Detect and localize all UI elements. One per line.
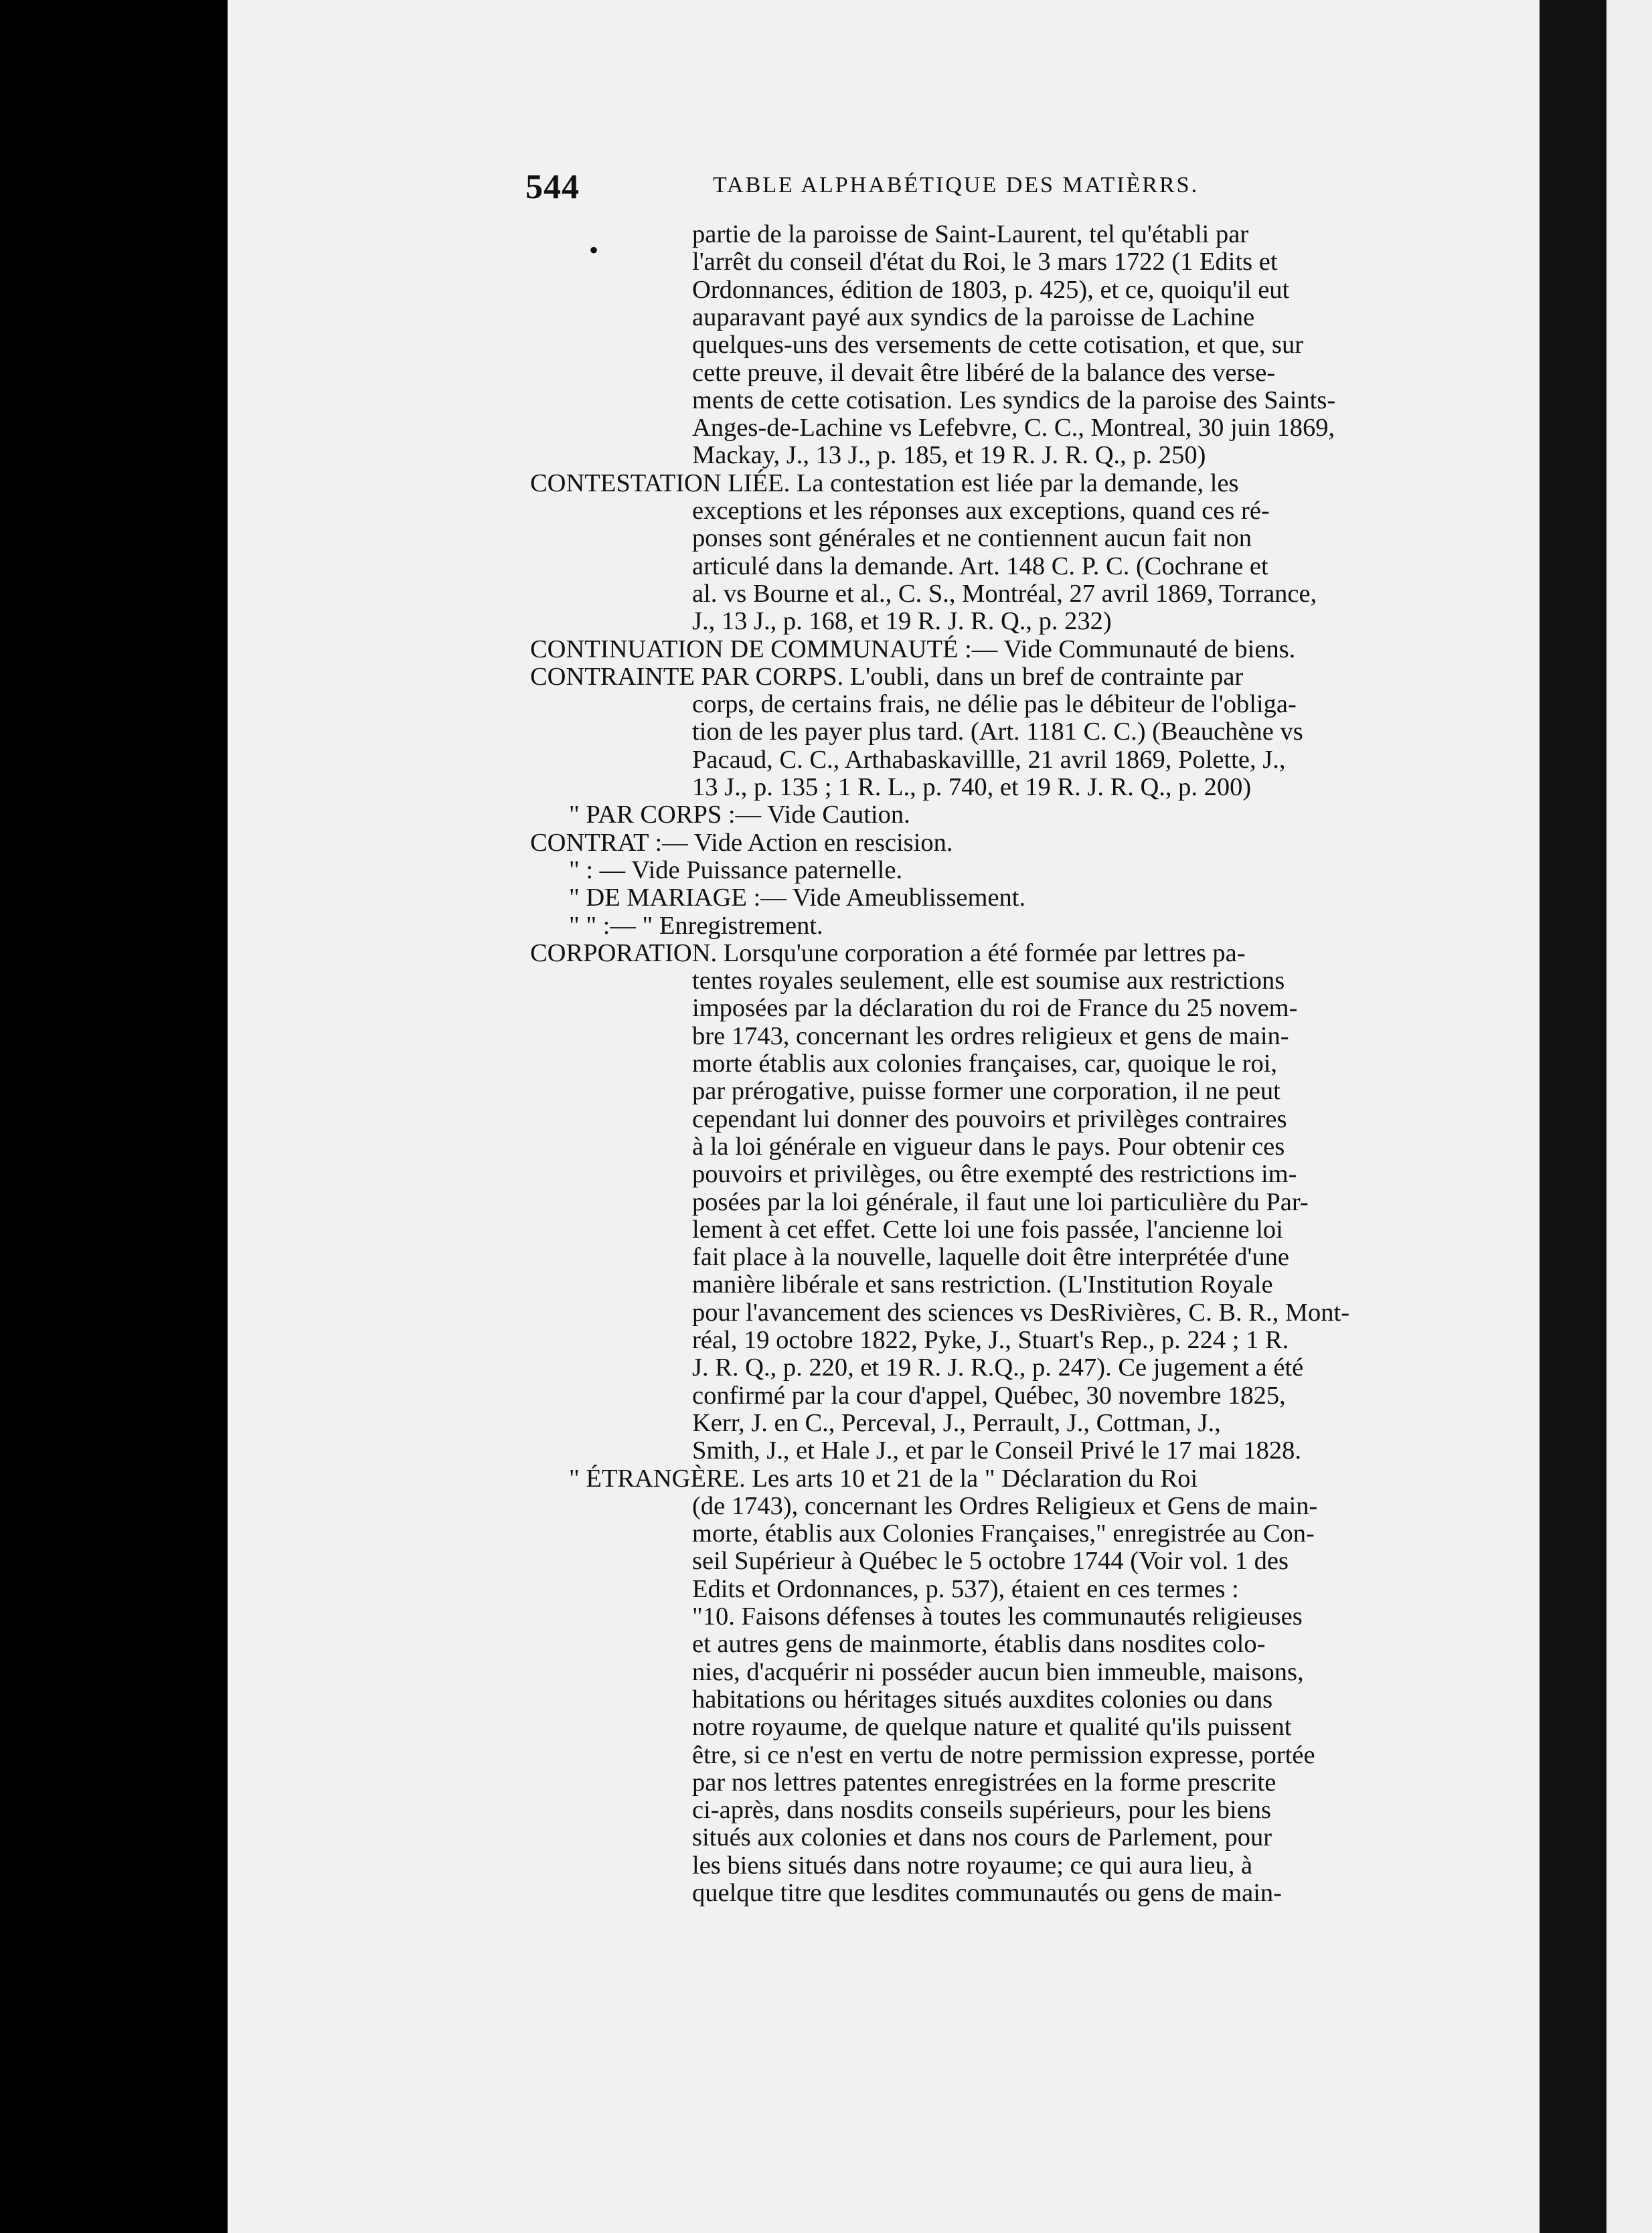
- entry-line: J. R. Q., p. 220, et 19 R. J. R.Q., p. 247). Ce jugement a été: [692, 1353, 1304, 1382]
- entry-heading-line: CONTRAINTE PAR CORPS. L'oubli, dans un bref de contrainte par: [530, 662, 1244, 691]
- entry-line: articulé dans la demande. Art. 148 C. P. C. (Cochrane et: [692, 552, 1268, 580]
- entry-line: situés aux colonies et dans nos cours de Parlement, pour: [692, 1823, 1272, 1852]
- entry-line: pouvoirs et privilèges, ou être exempté des restrictions im-: [692, 1160, 1297, 1189]
- entry-line: Anges-de-Lachine vs Lefebvre, C. C., Montreal, 30 juin 1869,: [692, 414, 1335, 442]
- entry-line: Ordonnances, édition de 1803, p. 425), et ce, quoiqu'il eut: [692, 275, 1290, 304]
- entry-line: et autres gens de mainmorte, établis dans nosdites colo-: [692, 1630, 1266, 1659]
- entry-line: 13 J., p. 135 ; 1 R. L., p. 740, et 19 R. J. R. Q., p. 200): [692, 773, 1252, 801]
- entry-line: J., 13 J., p. 168, et 19 R. J. R. Q., p. 232): [692, 607, 1112, 636]
- entry-line: cette preuve, il devait être libéré de la balance des verse-: [692, 358, 1276, 387]
- entry-line: posées par la loi générale, il faut une loi particulière du Par-: [692, 1187, 1309, 1216]
- entry-line: à la loi générale en vigueur dans le pays. Pour obtenir ces: [692, 1132, 1285, 1161]
- document-page: [228, 0, 1540, 2233]
- page-header: [525, 167, 1516, 214]
- entry-line: imposées par la déclaration du roi de France du 25 novem-: [692, 994, 1298, 1023]
- entry-line: ci-après, dans nosdits conseils supérieurs, pour les biens: [692, 1796, 1272, 1825]
- running-title: TABLE ALPHABÉTIQUE DES MATIÈRRS.: [713, 173, 1200, 197]
- entry-line: notre royaume, de quelque nature et qualité qu'ils puissent: [692, 1713, 1292, 1742]
- entry-line: bre 1743, concernant les ordres religieux et gens de main-: [692, 1021, 1289, 1050]
- entry-line: par nos lettres patentes enregistrées en la forme prescrite: [692, 1768, 1276, 1797]
- entry-line: exceptions et les réponses aux exceptions, quand ces ré-: [692, 497, 1270, 525]
- entry-line: réal, 19 octobre 1822, Pyke, J., Stuart's Rep., p. 224 ; 1 R.: [692, 1326, 1289, 1354]
- entry-line: " ÉTRANGÈRE. Les arts 10 et 21 de la " Déclaration du Roi: [569, 1464, 1198, 1493]
- entry-line: nies, d'acquérir ni posséder aucun bien immeuble, maisons,: [692, 1657, 1304, 1686]
- entry-line: ments de cette cotisation. Les syndics de la paroise des Saints-: [692, 386, 1336, 414]
- entry-heading-line: CONTESTATION LIÉE. La contestation est liée par la demande, les: [530, 469, 1239, 497]
- entry-line: "10. Faisons défenses à toutes les communautés religieuses: [692, 1602, 1303, 1631]
- entry-line: Mackay, J., 13 J., p. 185, et 19 R. J. R. Q., p. 250): [692, 441, 1206, 470]
- entry-heading-line: CONTRAT :— Vide Action en rescision.: [530, 828, 953, 857]
- entry-line: confirmé par la cour d'appel, Québec, 30 novembre 1825,: [692, 1381, 1286, 1410]
- entry-line: pour l'avancement des sciences vs DesRivières, C. B. R., Mont-: [692, 1298, 1350, 1327]
- entry-line: morte établis aux colonies françaises, car, quoique le roi,: [692, 1050, 1278, 1078]
- entry-line: quelque titre que lesdites communautés ou gens de main-: [692, 1879, 1282, 1907]
- left-scan-margin: [0, 0, 228, 2233]
- entry-line: l'arrêt du conseil d'état du Roi, le 3 mars 1722 (1 Edits et: [692, 248, 1278, 276]
- entry-line: al. vs Bourne et al., C. S., Montréal, 27 avril 1869, Torrance,: [692, 579, 1317, 608]
- entry-line: habitations ou héritages situés auxdites colonies ou dans: [692, 1685, 1273, 1714]
- entry-line: " DE MARIAGE :— Vide Ameublissement.: [569, 884, 1026, 912]
- entry-line: corps, de certains frais, ne délie pas le débiteur de l'obliga-: [692, 690, 1297, 719]
- entry-heading-line: CONTINUATION DE COMMUNAUTÉ :— Vide Communauté de biens.: [530, 635, 1296, 663]
- entry-line: fait place à la nouvelle, laquelle doit être interprétée d'une: [692, 1243, 1290, 1272]
- entry-line: Edits et Ordonnances, p. 537), étaient en ces termes :: [692, 1574, 1239, 1603]
- entry-line: tentes royales seulement, elle est soumise aux restrictions: [692, 967, 1285, 995]
- entry-line: seil Supérieur à Québec le 5 octobre 1744 (Voir vol. 1 des: [692, 1547, 1289, 1576]
- entry-line: auparavant payé aux syndics de la paroisse de Lachine: [692, 303, 1255, 331]
- entry-line: (de 1743), concernant les Ordres Religieux et Gens de main-: [692, 1491, 1318, 1520]
- next-page-edge: [1606, 0, 1652, 2233]
- entry-line: lement à cet effet. Cette loi une fois passée, l'ancienne loi: [692, 1215, 1283, 1244]
- page-number: 544: [525, 168, 580, 206]
- entry-line: Smith, J., et Hale J., et par le Conseil Privé le 17 mai 1828.: [692, 1436, 1301, 1465]
- entry-line: Kerr, J. en C., Perceval, J., Perrault, J., Cottman, J.,: [692, 1408, 1221, 1437]
- entry-line: " : — Vide Puissance paternelle.: [569, 855, 903, 884]
- entry-line: ponses sont générales et ne contiennent aucun fait non: [692, 524, 1252, 553]
- entry-line: Pacaud, C. C., Arthabaskavillle, 21 avril 1869, Polette, J.,: [692, 745, 1286, 774]
- entry-line: les biens situés dans notre royaume; ce qui aura lieu, à: [692, 1851, 1253, 1880]
- entry-heading-line: CORPORATION. Lorsqu'une corporation a été formée par lettres pa-: [530, 938, 1246, 967]
- entry-line: manière libérale et sans restriction. (L'Institution Royale: [692, 1270, 1273, 1299]
- entry-line: " " :— " Enregistrement.: [569, 911, 823, 940]
- entry-line: être, si ce n'est en vertu de notre permission expresse, portée: [692, 1740, 1315, 1769]
- entry-line: quelques-uns des versements de cette cotisation, et que, sur: [692, 331, 1304, 359]
- entry-line: par prérogative, puisse former une corporation, il ne peut: [692, 1077, 1281, 1106]
- entry-line: tion de les payer plus tard. (Art. 1181 C. C.) (Beauchène vs: [692, 718, 1303, 746]
- entry-line: cependant lui donner des pouvoirs et privilèges contraires: [692, 1104, 1287, 1133]
- margin-bullet: •: [589, 235, 599, 265]
- entry-line: partie de la paroisse de Saint-Laurent, tel qu'établi par: [692, 220, 1249, 248]
- entry-line: " PAR CORPS :— Vide Caution.: [569, 801, 910, 829]
- entry-line: morte, établis aux Colonies Françaises," enregistrée au Con-: [692, 1519, 1315, 1548]
